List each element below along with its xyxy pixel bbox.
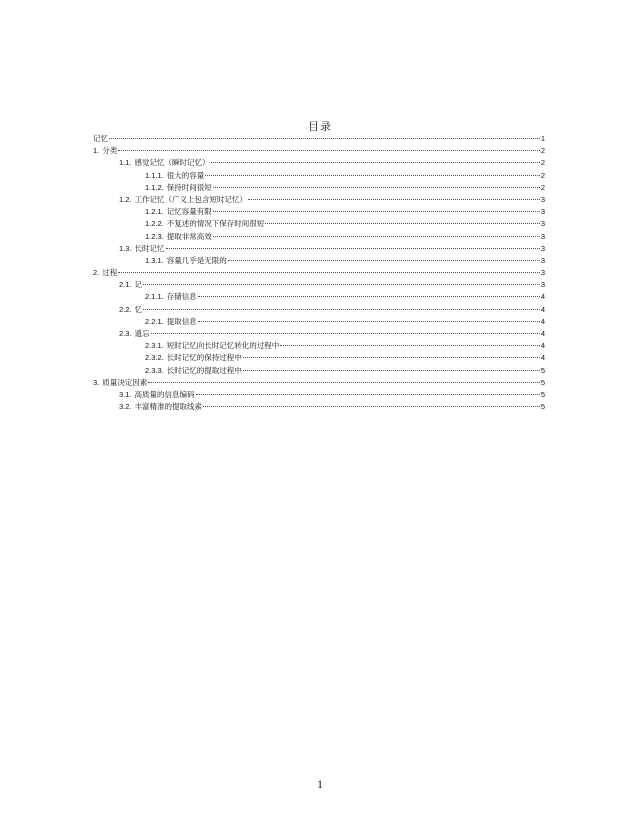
toc-entry-number: 1.3.: [119, 243, 132, 253]
toc-entry[interactable]: [93, 328, 545, 340]
toc-entry-title: 长时记忆的提取过程中: [166, 365, 242, 375]
toc-entry-page: 3: [540, 231, 545, 241]
toc-entry-title: 质量决定因素: [102, 377, 148, 387]
toc-dot-leader: [143, 284, 540, 285]
toc-entry-title: 长时记忆的保持过程中: [166, 353, 242, 363]
toc-entry[interactable]: [93, 133, 545, 145]
toc-entry-number: 1.2.1.: [145, 207, 164, 217]
toc-entry-page: 3: [540, 207, 545, 217]
toc-entry-number: 1.2.: [119, 194, 132, 204]
toc-entry-title: 提取信息: [166, 316, 197, 326]
toc-dot-leader: [211, 162, 540, 163]
toc-entry[interactable]: [93, 389, 545, 401]
toc-entry[interactable]: [93, 340, 545, 352]
toc-entry[interactable]: [93, 316, 545, 328]
toc-entry-number: 2.2.1.: [145, 316, 164, 326]
toc-entry-title: 丰富精准的提取线索: [134, 402, 203, 412]
toc-dot-leader: [228, 260, 540, 261]
toc-entry[interactable]: [93, 194, 545, 206]
toc-entry-page: 3: [540, 219, 545, 229]
toc-entry-title: 感觉记忆（瞬时记忆）: [134, 158, 210, 168]
toc-entry-title: 提取非常高效: [166, 231, 212, 241]
toc-entry-title: 记忆容量有限: [166, 207, 212, 217]
toc-entry[interactable]: [93, 255, 545, 267]
toc-entry[interactable]: [93, 365, 545, 377]
toc-entry-number: 1.1.2.: [145, 182, 164, 192]
toc-dot-leader: [280, 345, 540, 346]
toc-dot-leader: [265, 223, 540, 224]
toc-entry-page: 4: [540, 304, 545, 314]
toc-title: 目录: [308, 120, 332, 133]
toc-entry-page: 3: [540, 268, 545, 278]
toc-dot-leader: [198, 296, 540, 297]
page-number: 1: [317, 777, 323, 791]
toc-dot-leader: [243, 370, 540, 371]
toc-entry-page: 3: [540, 255, 545, 265]
toc-dot-leader: [166, 248, 540, 249]
toc-dot-leader: [143, 309, 540, 310]
toc-entry-number: 1.1.1.: [145, 170, 164, 180]
toc-entry-number: 2.3.2.: [145, 353, 164, 363]
toc-entry[interactable]: [93, 352, 545, 364]
toc-dot-leader: [198, 321, 540, 322]
toc-dot-leader: [203, 406, 540, 407]
toc-entry-number: 1.1.: [119, 158, 132, 168]
toc-dot-leader: [148, 382, 540, 383]
toc-entry-number: 2.3.: [119, 329, 132, 338]
toc-entry-title: 不复述的情况下保存时间很短: [166, 219, 265, 229]
toc-dot-leader: [213, 187, 540, 188]
toc-entry-page: 3: [540, 194, 545, 204]
toc-entry-title: 高质量的信息编码: [134, 389, 195, 399]
toc-entry[interactable]: [93, 377, 545, 389]
toc-entry-page: 3: [540, 280, 545, 290]
toc-entry[interactable]: [93, 170, 545, 182]
toc-entry[interactable]: [93, 206, 545, 218]
toc-dot-leader: [118, 150, 540, 151]
toc-entry-number: 1.3.1.: [145, 255, 164, 265]
toc-entry-page: 2: [540, 158, 545, 168]
toc-dot-leader: [248, 199, 540, 200]
toc-entry-number: 2.2.: [119, 304, 132, 314]
toc-dot-leader: [118, 272, 540, 273]
toc-dot-leader: [109, 138, 540, 139]
toc-entry-page: 4: [540, 316, 545, 326]
toc-entry-number: 1.2.3.: [145, 231, 164, 241]
table-of-contents: [93, 133, 545, 413]
toc-entry-title: 工作记忆（广义上包含短时记忆）: [134, 194, 248, 204]
toc-entry-number: 2.3.3.: [145, 365, 164, 375]
toc-entry-page: 2: [540, 182, 545, 192]
toc-entry-number: 3.1.: [119, 389, 132, 399]
toc-entry-title: 长时记忆: [134, 243, 165, 253]
toc-entry[interactable]: [93, 218, 545, 230]
toc-entry-page: 4: [540, 353, 545, 363]
toc-entry[interactable]: [93, 279, 545, 291]
toc-entry[interactable]: [93, 243, 545, 255]
toc-entry-title: 保持时间很短: [166, 182, 212, 192]
toc-entry-page: 5: [540, 389, 545, 399]
toc-entry-title: 忆: [134, 304, 143, 314]
toc-entry-page: 4: [540, 329, 545, 338]
toc-dot-leader: [243, 357, 540, 358]
toc-entry[interactable]: [93, 267, 545, 279]
toc-entry-page: 4: [540, 341, 545, 351]
toc-entry[interactable]: [93, 182, 545, 194]
toc-entry-number: 1.: [93, 146, 100, 156]
toc-entry-number: 2.1.1.: [145, 292, 164, 302]
toc-entry-title: 过程: [102, 268, 118, 278]
toc-entry-number: 3.2.: [119, 402, 132, 412]
toc-entry-number: 2.: [93, 268, 100, 278]
toc-dot-leader: [205, 175, 540, 176]
toc-entry-title: 记忆: [93, 134, 108, 143]
toc-entry[interactable]: [93, 401, 545, 413]
toc-entry-page: 1: [540, 134, 545, 143]
toc-entry-page: 4: [540, 292, 545, 302]
toc-entry-title: 记: [134, 280, 143, 290]
toc-entry-number: 3.: [93, 377, 100, 387]
toc-entry-number: 1.2.2.: [145, 219, 164, 229]
toc-entry-number: 2.3.1.: [145, 341, 164, 351]
toc-entry-number: 2.1.: [119, 280, 132, 290]
toc-entry-page: 2: [540, 146, 545, 156]
toc-entry-title: 遗忘: [134, 329, 150, 338]
toc-entry-title: 很大的容量: [166, 170, 205, 180]
toc-dot-leader: [213, 211, 540, 212]
toc-entry[interactable]: [93, 145, 545, 157]
toc-entry-page: 5: [540, 402, 545, 412]
toc-dot-leader: [213, 236, 540, 237]
toc-entry-page: 5: [540, 365, 545, 375]
toc-entry-page: 2: [540, 170, 545, 180]
toc-entry-title: 存储信息: [166, 292, 197, 302]
toc-entry-page: 3: [540, 243, 545, 253]
toc-entry[interactable]: [93, 304, 545, 316]
toc-dot-leader: [151, 333, 540, 334]
toc-dot-leader: [196, 394, 540, 395]
toc-entry[interactable]: [93, 157, 545, 169]
toc-entry-title: 容量几乎是无限的: [166, 255, 227, 265]
toc-entry-title: 短时记忆向长时记忆转化的过程中: [166, 341, 280, 351]
toc-entry-page: 5: [540, 377, 545, 387]
toc-entry-title: 分类: [102, 146, 118, 156]
toc-entry[interactable]: [93, 291, 545, 303]
toc-entry[interactable]: [93, 231, 545, 243]
